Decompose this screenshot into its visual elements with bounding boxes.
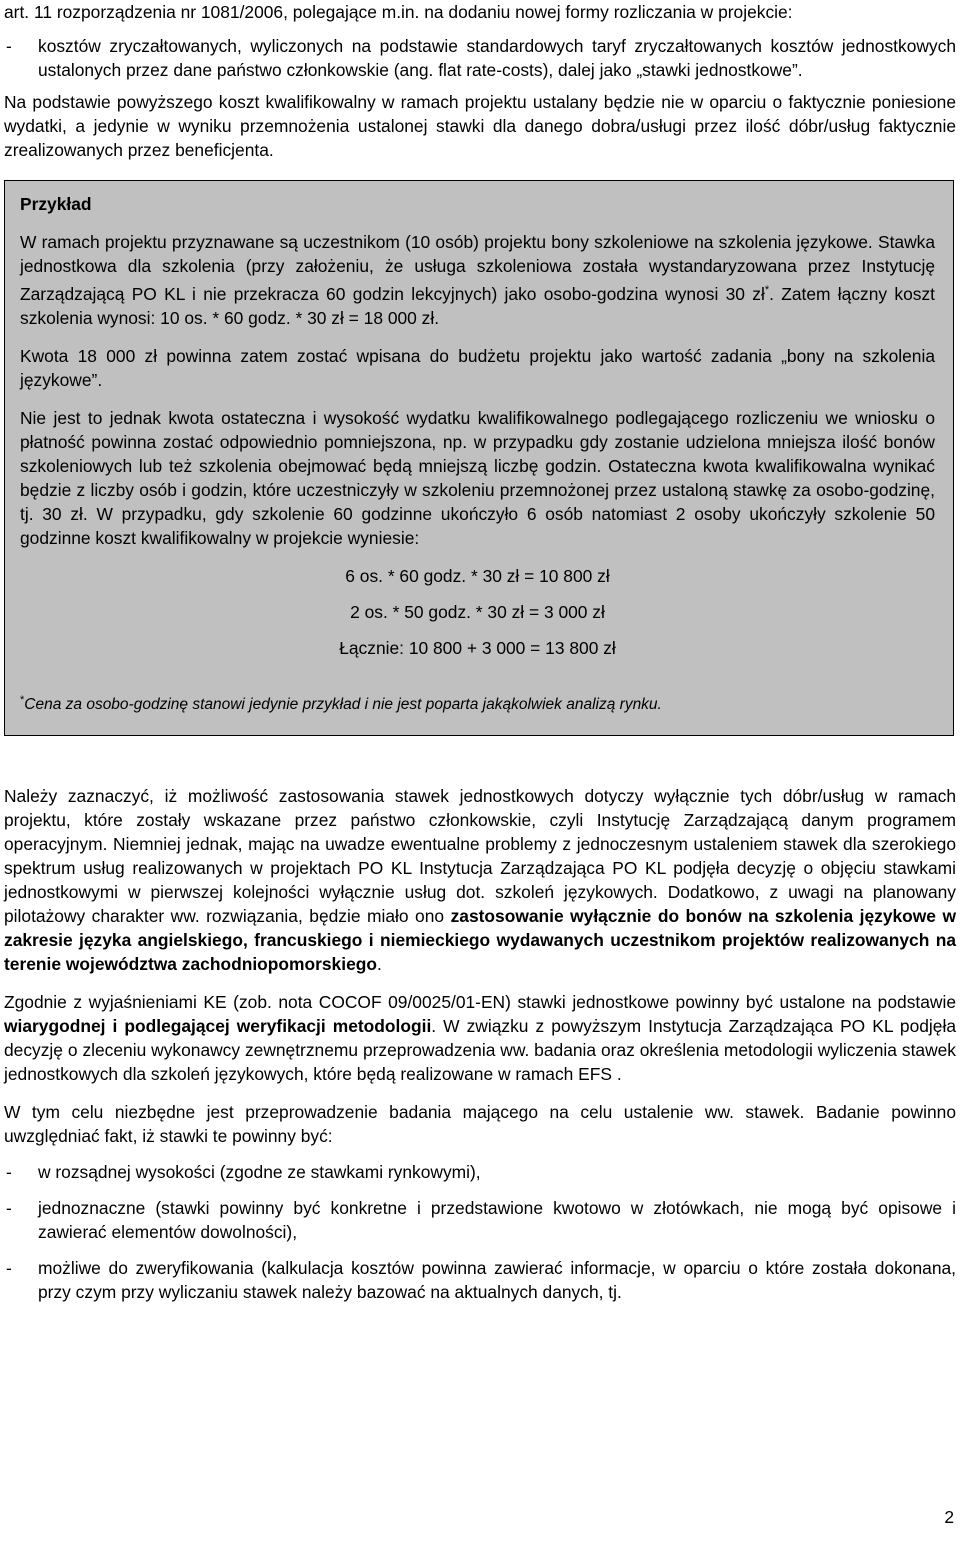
calculation-line-1: 6 os. * 60 godz. * 30 zł = 10 800 zł [345, 566, 610, 586]
example-paragraph-3: Nie jest to jednak kwota ostateczna i wysokość wydatku kwalifikowalnego podlegającego rozliczeniu we wniosku o płatność powinna zostać odpowiednio pomniejszona, np. w przypadku gdy zostanie udzielona mniejsza ilość bonów szkoleniowych lub też szkolenia obejmować będą mniejszą liczbę godzin. Ostateczna kwota kwalifikowalna wynikać będzie z liczby osób i godzin, które uczestniczyły w szkoleniu przemnożonej przez ustaloną stawkę za osobo-godzinę, tj. 30 zł. W przypadku, gdy szkolenie 60 godzinne ukończyło 6 osób natomiast 2 osoby ukończyły szkolenie 50 godzinne koszt kwalifikowalny w projekcie wyniesie: [20, 408, 935, 548]
body-paragraph-3: W tym celu niezbędne jest przeprowadzenie badania mającego na celu ustalenie ww. stawek. Badanie powinno uwzględniać fakt, iż stawki te powinny być: [4, 1102, 956, 1146]
footnote [20, 688, 935, 717]
list-item [4, 34, 956, 82]
body-p1-bold: zastosowanie wyłącznie do bonów na szkolenia językowe w zakresie języka angielskiego, francuskiego i niemieckiego wydawanych uczestnikom projektów realizowanych na terenie województwa zachodniopomorskiego [4, 906, 956, 974]
page-number: 2 [944, 1507, 954, 1527]
list-item-text: w rozsądnej wysokości (zgodne ze stawkami rynkowymi), [38, 1162, 481, 1182]
body-paragraph-1 [4, 784, 956, 976]
calculation-block [20, 564, 935, 660]
intro-line: art. 11 rozporządzenia nr 1081/2006, polegające m.in. na dodaniu nowej formy rozliczania w projekcie: [4, 2, 793, 22]
example-p1-text-end: . Zatem łączny koszt szkolenia wynosi: 10 os. * 60 godz. * 30 zł = 18 000 zł. [20, 284, 935, 328]
footnote-text: Cena za osobo-godzinę stanowi jedynie przykład i nie jest poparta jakąkolwiek analizą rynku. [24, 696, 662, 713]
bullet-dash: - [6, 1258, 12, 1278]
intro-bullet-list [4, 34, 956, 82]
example-paragraph-2: Kwota 18 000 zł powinna zatem zostać wpisana do budżetu projektu jako wartość zadania „bony na szkolenia językowe”. [20, 346, 935, 390]
example-paragraph-1 [20, 230, 935, 330]
calculation-line-2: 2 os. * 50 godz. * 30 zł = 3 000 zł [350, 602, 605, 622]
example-heading: Przykład [20, 194, 92, 214]
intro-paragraph: Na podstawie powyższego koszt kwalifikowalny w ramach projektu ustalany będzie nie w oparciu o faktycznie poniesione wydatki, a jedynie w wyniku przemnożenia ustalonej stawki dla danego dobra/usługi przez ilość dóbr/usług faktycznie zrealizowanych przez beneficjenta. [4, 92, 956, 160]
requirements-list [4, 1160, 956, 1304]
bullet-dash: - [6, 36, 12, 56]
list-item-text: jednoznaczne (stawki powinny być konkretne i przedstawione kwotowo w złotówkach, nie mogą być opisowe i zawierać elementów dowolności), [38, 1198, 956, 1242]
list-item [4, 1160, 956, 1184]
body-p2-text: Zgodnie z wyjaśnieniami KE (zob. nota COCOF 09/0025/01-EN) stawki jednostkowe powinny być ustalone na podstawie [4, 992, 956, 1012]
body-p1-text: Należy zaznaczyć, iż możliwość zastosowania stawek jednostkowych dotyczy wyłącznie tych dóbr/usług w ramach projektu, które zostały wskazane przez państwo członkowskie, czyli Instytucję Zarządzającą danym programem operacyjnym. Niemniej jednak, mając na uwadze ewentualne problemy z jednoczesnym ustaleniem stawek dla szerokiego spektrum usług realizowanych w projektach PO KL Instytucja Zarządzająca PO KL podjęła decyzję o objęciu stawkami jednostkowymi w pierwszej kolejności wyłącznie usług dot. szkoleń językowych. Dodatkowo, z uwagi na planowany pilotażowy charakter ww. rozwiązania, będzie miało ono [4, 786, 956, 926]
bullet-dash: - [6, 1162, 12, 1182]
list-item [4, 1256, 956, 1304]
footnote-star: * [20, 694, 25, 706]
body-p1-end: . [376, 954, 382, 974]
bullet-text: kosztów zryczałtowanych, wyliczonych na podstawie standardowych taryf zryczałtowanych kosztów jednostkowych ustalonych przez dane państwo członkowskie (ang. flat rate-costs), dalej jako „stawki jednostkowe”. [38, 36, 956, 80]
example-p1-text: W ramach projektu przyznawane są uczestnikom (10 osób) projektu bony szkoleniowe na szkolenia językowe. Stawka jednostkowa dla szkolenia (przy założeniu, że usługa szkoleniowa została wystandaryzowana przez Instytucję Zarządzającą PO KL i nie przekracza 60 godzin lekcyjnych) jako osobo-godzina wynosi 30 zł [20, 232, 935, 304]
list-item [4, 1196, 956, 1244]
example-box [4, 180, 954, 736]
calculation-total: Łącznie: 10 800 + 3 000 = 13 800 zł [339, 638, 616, 658]
list-item-text: możliwe do zweryfikowania (kalkulacja kosztów powinna zawierać informacje, w oparciu o które została dokonana, przy czym przy wyliczaniu stawek należy bazować na aktualnych danych, tj. [38, 1258, 956, 1302]
footnote-marker: * [764, 284, 770, 296]
body-paragraph-2 [4, 990, 956, 1086]
body-p2-bold: wiarygodnej i podlegającej weryfikacji metodologii [4, 1016, 432, 1036]
bullet-dash: - [6, 1198, 12, 1218]
body-p2-text-end: . W związku z powyższym Instytucja Zarządzająca PO KL podjęła decyzję o zleceniu wykonawcy zewnętrznemu przeprowadzenia ww. badania oraz określenia metodologii wyliczenia stawek jednostkowych dla szkoleń językowych, które będą realizowane w ramach EFS . [4, 1016, 956, 1084]
